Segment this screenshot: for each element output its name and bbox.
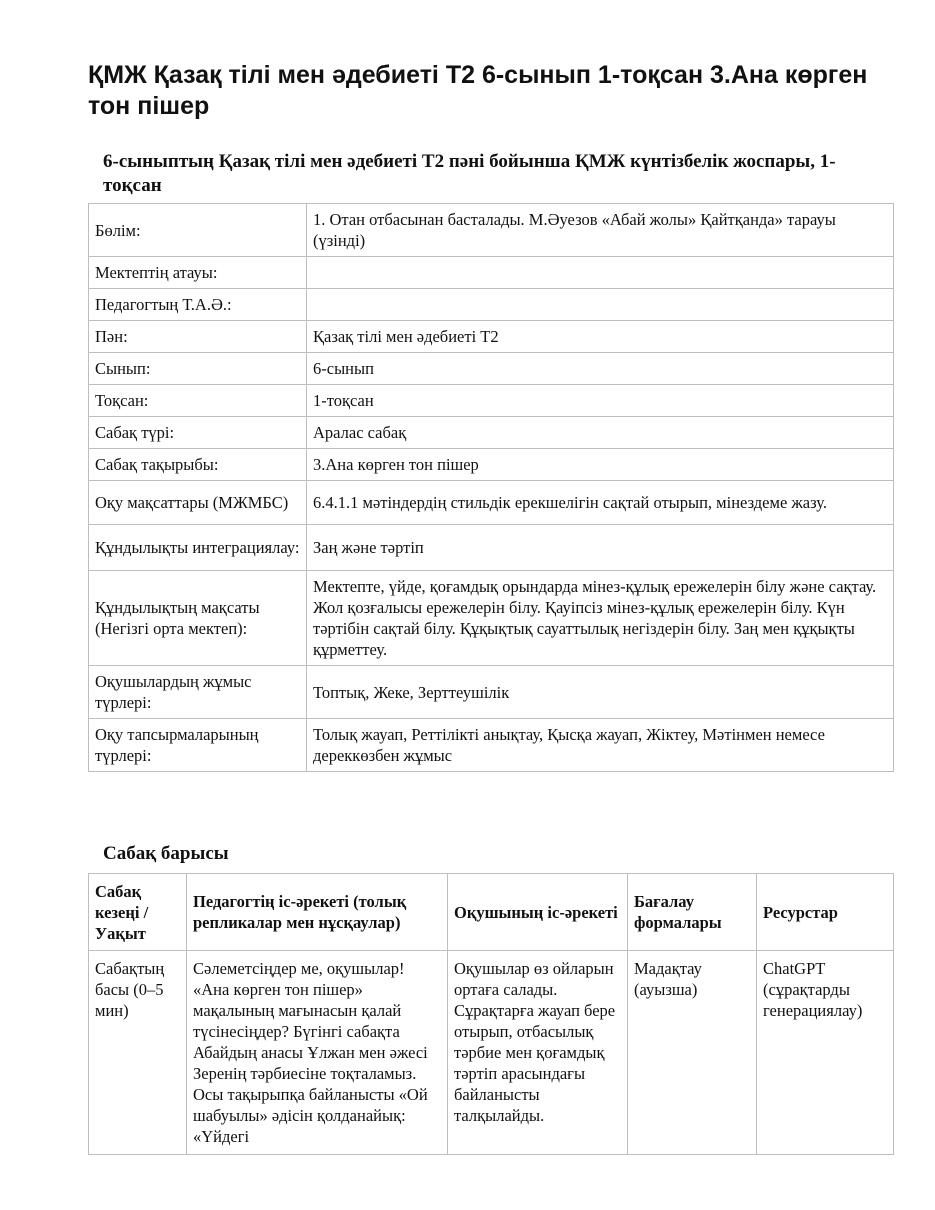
info-row-quarter (89, 385, 894, 417)
info-label: Құндылықтың мақсаты (Негізгі орта мектеп): (89, 571, 307, 666)
info-label: Педагогтың Т.А.Ә.: (89, 289, 307, 321)
info-value: 1-тоқсан (307, 385, 894, 417)
table-header-row (89, 874, 894, 951)
cell-student-activity: Оқушылар өз ойларын ортаға салады. Сұрақтарға жауап бере отырып, отбасылық тәрбие мен қоғамдық тәртіп арасындағы байланысты талқылайды. (448, 951, 628, 1155)
info-label: Құндылықты интеграциялау: (89, 525, 307, 571)
info-row-work-types (89, 666, 894, 719)
cell-stage: Сабақтың басы (0–5 мин) (89, 951, 187, 1155)
info-row-task-types (89, 719, 894, 772)
column-header-student-activity: Оқушының іс-әрекеті (448, 874, 628, 951)
info-label: Сабақ түрі: (89, 417, 307, 449)
info-row-school (89, 257, 894, 289)
info-value: Мектепте, үйде, қоғамдық орындарда мінез-құлық ережелерін білу және сақтау. Жол қозғалысы ережелерін білу. Қауіпсіз мінез-құлық ережелерін білу. Күн тәртібін сақтай білу. Құқықтық сауаттылық негіздерін білу. Заң мен құқықты құрметтеу. (307, 571, 894, 666)
lesson-info-table (88, 203, 894, 772)
info-label: Мектептің атауы: (89, 257, 307, 289)
lesson-progress-heading: Сабақ барысы (103, 843, 229, 864)
info-row-teacher (89, 289, 894, 321)
cell-resources: ChatGPT (сұрақтарды генерациялау) (757, 951, 894, 1155)
info-row-section (89, 204, 894, 257)
info-row-lesson-topic (89, 449, 894, 481)
info-label: Сынып: (89, 353, 307, 385)
info-row-value-goal (89, 571, 894, 666)
info-label: Бөлім: (89, 204, 307, 257)
info-value: 1. Отан отбасынан басталады. М.Әуезов «Абай жолы» Қайтқанда» тарауы (үзінді) (307, 204, 894, 257)
info-value: 6-сынып (307, 353, 894, 385)
info-value (307, 257, 894, 289)
info-value: Заң және тәртіп (307, 525, 894, 571)
info-row-lesson-type (89, 417, 894, 449)
info-value (307, 289, 894, 321)
info-value: Топтық, Жеке, Зерттеушілік (307, 666, 894, 719)
info-value: 3.Ана көрген тон пішер (307, 449, 894, 481)
column-header-assessment: Бағалау формалары (628, 874, 757, 951)
info-value: Аралас сабақ (307, 417, 894, 449)
column-header-stage: Сабақ кезеңі / Уақыт (89, 874, 187, 951)
info-value: Қазақ тілі мен әдебиеті Т2 (307, 321, 894, 353)
column-header-resources: Ресурстар (757, 874, 894, 951)
lesson-progress-table (88, 873, 894, 1155)
plan-subtitle: 6-сыныптың Қазақ тілі мен әдебиеті Т2 пәні бойынша ҚМЖ күнтізбелік жоспары, 1-тоқсан (103, 151, 836, 196)
info-label: Оқу мақсаттары (МЖМБС) (89, 481, 307, 525)
info-value: Толық жауап, Реттілікті анықтау, Қысқа жауап, Жіктеу, Мәтінмен немесе дереккөзбен жұмыс (307, 719, 894, 772)
page-title: ҚМЖ Қазақ тілі мен әдебиеті Т2 6-сынып 1-тоқсан 3.Ана көрген тон пішер (88, 61, 868, 120)
column-header-teacher-activity: Педагогтің іс-әрекеті (толық репликалар мен нұсқаулар) (187, 874, 448, 951)
info-row-grade (89, 353, 894, 385)
info-row-subject (89, 321, 894, 353)
info-label: Оқушылардың жұмыс түрлері: (89, 666, 307, 719)
info-label: Пән: (89, 321, 307, 353)
info-value: 6.4.1.1 мәтіндердің стильдік ерекшелігін сақтай отырып, мінездеме жазу. (307, 481, 894, 525)
info-label: Тоқсан: (89, 385, 307, 417)
info-label: Оқу тапсырмаларының түрлері: (89, 719, 307, 772)
cell-teacher-activity: Сәлеметсіңдер ме, оқушылар! «Ана көрген тон пішер» мақалының мағынасын қалай түсінесіңдер? Бүгінгі сабақта Абайдың анасы Ұлжан мен әжесі Зеренің тәрбиесіне тоқталамыз. Осы тақырыпқа байланысты «Ой шабуылы» әдісін қолданайық: «Үйдегі (187, 951, 448, 1155)
table-row (89, 951, 894, 1155)
info-label: Сабақ тақырыбы: (89, 449, 307, 481)
info-row-learning-goals (89, 481, 894, 525)
cell-assessment: Мадақтау (ауызша) (628, 951, 757, 1155)
info-row-value-integration (89, 525, 894, 571)
